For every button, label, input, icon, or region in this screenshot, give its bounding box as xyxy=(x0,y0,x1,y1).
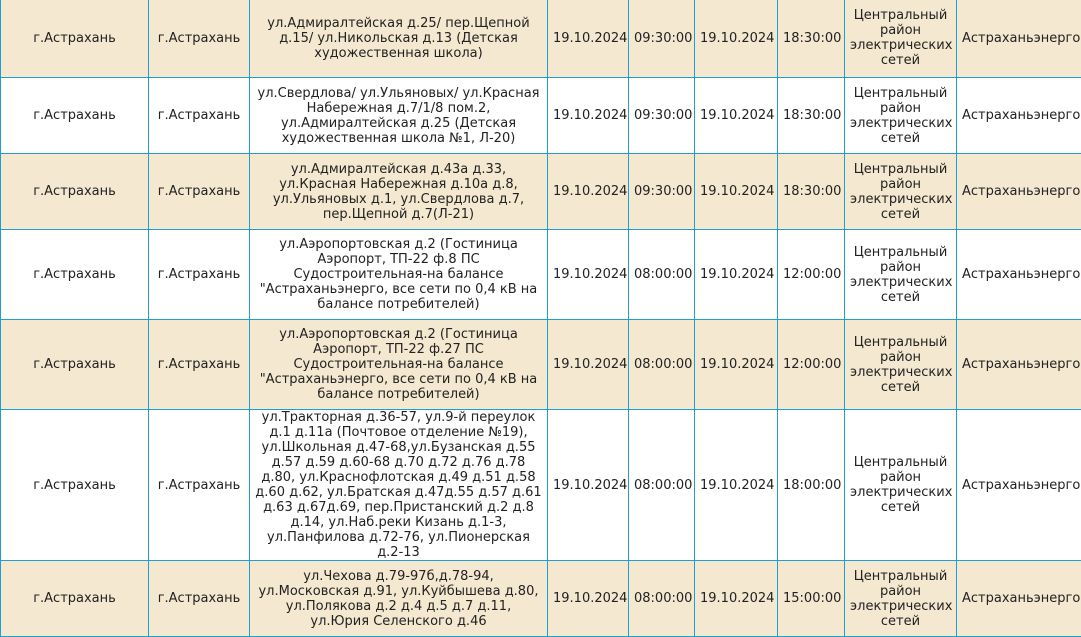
owner-cell: Астраханьэнерго xyxy=(957,410,1081,561)
table-row xyxy=(1,410,1081,561)
end-date-cell: 19.10.2024 xyxy=(695,410,778,561)
region-cell: г.Астрахань xyxy=(1,154,149,230)
start-time-cell: 08:00:00 xyxy=(629,410,695,561)
city-cell: г.Астрахань xyxy=(149,0,250,78)
end-date-cell: 19.10.2024 xyxy=(695,154,778,230)
district-cell: Центральный район электрических сетей xyxy=(845,0,957,78)
owner-cell: Астраханьэнерго xyxy=(957,78,1081,154)
owner-cell: Астраханьэнерго xyxy=(957,230,1081,320)
end-date-cell: 19.10.2024 xyxy=(695,78,778,154)
address-cell: ул.Аэропортовская д.2 (Гостиница Аэропорт, ТП-22 ф.27 ПС Судостроительная-на балансе "Астраханьэнерго, все сети по 0,4 кВ на балансе потребителей) xyxy=(250,320,548,410)
owner-cell: Астраханьэнерго xyxy=(957,320,1081,410)
address-cell: ул.Адмиралтейская д.43а д.33, ул.Красная Набережная д.10а д.8, ул.Ульяновых д.1, ул.Свердлова д.7, пер.Щепной д.7(Л-21) xyxy=(250,154,548,230)
city-cell: г.Астрахань xyxy=(149,561,250,637)
owner-cell: Астраханьэнерго xyxy=(957,0,1081,78)
district-cell: Центральный район электрических сетей xyxy=(845,78,957,154)
address-cell: ул.Свердлова/ ул.Ульяновых/ ул.Красная Набережная д.7/1/8 пом.2, ул.Адмиралтейская д.25 (Детская художественная школа №1, Л-20) xyxy=(250,78,548,154)
end-date-cell: 19.10.2024 xyxy=(695,0,778,78)
start-time-cell: 08:00:00 xyxy=(629,230,695,320)
owner-cell: Астраханьэнерго xyxy=(957,154,1081,230)
district-cell: Центральный район электрических сетей xyxy=(845,320,957,410)
district-cell: Центральный район электрических сетей xyxy=(845,561,957,637)
district-cell: Центральный район электрических сетей xyxy=(845,410,957,561)
region-cell: г.Астрахань xyxy=(1,230,149,320)
end-date-cell: 19.10.2024 xyxy=(695,230,778,320)
start-date-cell: 19.10.2024 xyxy=(548,0,629,78)
address-cell: ул.Тракторная д.36-57, ул.9-й переулок д.1 д.11а (Почтовое отделение №19), ул.Школьная д.47-68,ул.Бузанская д.55 д.57 д.59 д.60-68 д.70 д.72 д.76 д.78 д.80, ул.Краснофлотская д.49 д.51 д.58 д.60 д.62, ул.Братская д.47д.55 д.57 д.61 д.63 д.67д.69, пер.Пристанский д.2 д.8 д.14, ул.Наб.реки Кизань д.1-3, ул.Панфилова д.72-76, ул.Пионерская д.2-13 xyxy=(250,410,548,561)
table-row xyxy=(1,78,1081,154)
end-time-cell: 15:00:00 xyxy=(778,561,845,637)
end-time-cell: 18:30:00 xyxy=(778,0,845,78)
city-cell: г.Астрахань xyxy=(149,154,250,230)
start-date-cell: 19.10.2024 xyxy=(548,410,629,561)
start-date-cell: 19.10.2024 xyxy=(548,230,629,320)
end-time-cell: 18:00:00 xyxy=(778,410,845,561)
end-date-cell: 19.10.2024 xyxy=(695,561,778,637)
table-row xyxy=(1,154,1081,230)
start-date-cell: 19.10.2024 xyxy=(548,561,629,637)
start-time-cell: 08:00:00 xyxy=(629,320,695,410)
city-cell: г.Астрахань xyxy=(149,230,250,320)
start-time-cell: 09:30:00 xyxy=(629,0,695,78)
address-cell: ул.Аэропортовская д.2 (Гостиница Аэропорт, ТП-22 ф.8 ПС Судостроительная-на балансе "Астраханьэнерго, все сети по 0,4 кВ на балансе потребителей) xyxy=(250,230,548,320)
start-date-cell: 19.10.2024 xyxy=(548,154,629,230)
owner-cell: Астраханьэнерго xyxy=(957,561,1081,637)
region-cell: г.Астрахань xyxy=(1,320,149,410)
start-time-cell: 09:30:00 xyxy=(629,154,695,230)
table-row xyxy=(1,0,1081,78)
address-cell: ул.Чехова д.79-97б,д.78-94, ул.Московская д.91, ул.Куйбышева д.80, ул.Полякова д.2 д.4 д.5 д.7 д.11, ул.Юрия Селенского д.46 xyxy=(250,561,548,637)
end-date-cell: 19.10.2024 xyxy=(695,320,778,410)
city-cell: г.Астрахань xyxy=(149,78,250,154)
region-cell: г.Астрахань xyxy=(1,78,149,154)
end-time-cell: 18:30:00 xyxy=(778,154,845,230)
start-date-cell: 19.10.2024 xyxy=(548,320,629,410)
end-time-cell: 12:00:00 xyxy=(778,320,845,410)
region-cell: г.Астрахань xyxy=(1,410,149,561)
region-cell: г.Астрахань xyxy=(1,0,149,78)
city-cell: г.Астрахань xyxy=(149,410,250,561)
end-time-cell: 18:30:00 xyxy=(778,78,845,154)
table-row xyxy=(1,561,1081,637)
start-time-cell: 08:00:00 xyxy=(629,561,695,637)
address-cell: ул.Адмиралтейская д.25/ пер.Щепной д.15/ ул.Никольская д.13 (Детская художественная школа) xyxy=(250,0,548,78)
table-row xyxy=(1,230,1081,320)
district-cell: Центральный район электрических сетей xyxy=(845,230,957,320)
region-cell: г.Астрахань xyxy=(1,561,149,637)
start-time-cell: 09:30:00 xyxy=(629,78,695,154)
city-cell: г.Астрахань xyxy=(149,320,250,410)
start-date-cell: 19.10.2024 xyxy=(548,78,629,154)
district-cell: Центральный район электрических сетей xyxy=(845,154,957,230)
end-time-cell: 12:00:00 xyxy=(778,230,845,320)
table-row xyxy=(1,320,1081,410)
